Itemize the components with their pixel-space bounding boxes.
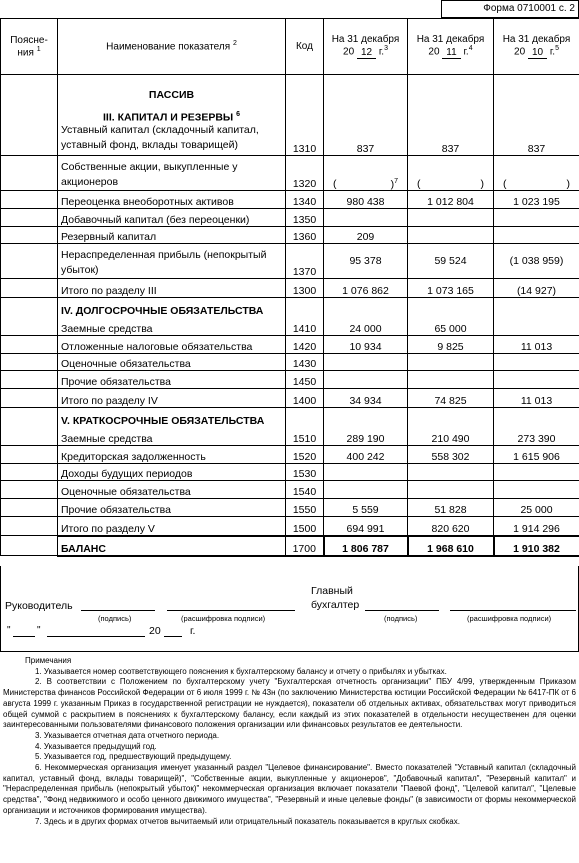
- head-decoding-line[interactable]: [167, 610, 295, 611]
- value-cell: 1 806 787: [324, 536, 408, 556]
- note-item: 7. Здесь и в других формах отчетов вычитаемый или отрицательный показатель показывается в круглых скобках.: [35, 816, 460, 826]
- note-item: 3. Указывается отчетная дата отчетного периода.: [35, 730, 220, 740]
- value-cell: 1 073 165: [408, 279, 494, 298]
- chief-decoding-line[interactable]: [450, 610, 576, 611]
- form-number: Форма 0710001 с. 2: [441, 0, 579, 18]
- row-code: 1700: [286, 536, 324, 556]
- value-cell: 65 000: [408, 298, 494, 336]
- date-quote-close: ": [37, 625, 41, 636]
- value-cell: 820 620: [408, 517, 494, 536]
- row-code: 1320: [286, 156, 324, 191]
- value-cell: 1 012 804: [408, 191, 494, 209]
- date-year-prefix: 20: [149, 625, 161, 637]
- row-name: Заемные средства: [61, 433, 153, 445]
- note-item: 6. Некоммерческая организация именует указанный раздел "Целевое финансирование". Вместо показателей "Уставный капитал (складочный капитал, уставный фонд, вклады товарищей)", "Собственные акции, выкупленные у акционеров", "Добавочный капитал", "Резервный капитал" и "Нераспределенная прибыль (непокрытый убыток)" некоммерческая организация включает показатели "Паевой фонд", "Целевой капитал", "Целевые средства", "Фонд недвижимого и особо ценного движимого имущества", "Резервный и иные целевые фонды" (в зависимости от формы некоммерческой организации и источников формирования имущества).: [3, 763, 576, 815]
- row-name: Оценочные обязательства: [58, 354, 286, 371]
- row-name: Итого по разделу V: [58, 517, 286, 536]
- table-row: [1, 244, 579, 279]
- row-name: Резервный капитал: [58, 227, 286, 244]
- row-name: Кредиторская задолженность: [58, 446, 286, 464]
- value-cell: (1 038 959): [494, 244, 579, 279]
- value-cell: 400 242: [324, 446, 408, 464]
- value-cell: 1 914 296: [494, 517, 579, 536]
- value-cell: 1 615 906: [494, 446, 579, 464]
- table-row: [1, 354, 579, 371]
- col-header-explanations: Поясне-ния $^1$: [1, 19, 58, 75]
- table-row: [1, 481, 579, 499]
- value-cell: 34 934: [324, 389, 408, 408]
- chief-decoding-caption: (расшифровка подписи): [467, 614, 552, 623]
- row-code: 1420: [286, 336, 324, 354]
- table-row: [1, 209, 579, 227]
- value-cell: (14 927): [494, 279, 579, 298]
- value-cell: 837: [324, 75, 408, 156]
- value-cell: 59 524: [408, 244, 494, 279]
- value-cell: 210 490: [408, 408, 494, 446]
- row-name: Отложенные налоговые обязательства: [58, 336, 286, 354]
- value-cell: 1 076 862: [324, 279, 408, 298]
- value-cell: 289 190: [324, 408, 408, 446]
- row-name: Прочие обязательства: [58, 499, 286, 517]
- value-cell: 11 013: [494, 336, 579, 354]
- chief-label-2: бухгалтер: [311, 599, 360, 611]
- note-item: 2. В соответствии с Положением по бухгалтерскому учету "Бухгалтерская отчетность организации" ПБУ 4/99, утвержденным Приказом Министерства финансов Российской Федерации от 6 июля 1999 г. № 43н (по заключению Министерства юстиции Российской Федерации № 6417-ПК от 6 августа 1999 г. указанным Приказ в государственной регистрации не нуждается), показатели об отдельных активах, обязательствах могут приводиться общей суммой с раскрытием в пояснениях к бухгалтерскому балансу, если каждый из этих показателей в отдельности несущественен для оценки заинтересованными пользователями финансового положения организации или финансовых результатов ее деятельности.: [3, 677, 576, 730]
- row-name: БАЛАНС: [58, 536, 286, 556]
- table-row: [1, 75, 579, 156]
- value-cell: 694 991: [324, 517, 408, 536]
- section-passive-title: ПАССИВ: [148, 88, 195, 101]
- row-name: Уставный капитал (складочный капитал, уставный фонд, вклады товарищей): [61, 124, 259, 151]
- row-code: 1370: [286, 244, 324, 279]
- value-cell: 1 910 382: [494, 536, 579, 556]
- head-label: Руководитель: [5, 600, 73, 612]
- value-cell: 5 559: [324, 499, 408, 517]
- col-header-date3: На 31 декабря 20 10 г.$^5$: [494, 19, 579, 75]
- row-name: Добавочный капитал (без переоценки): [58, 209, 286, 227]
- value-cell: 95 378: [324, 244, 408, 279]
- row-name: Собственные акции, выкупленные у акционеров: [58, 156, 286, 191]
- row-code: 1530: [286, 464, 324, 481]
- table-row: [1, 464, 579, 481]
- value-cell: ( ): [408, 156, 494, 191]
- col-header-name: Наименование показателя $^2$: [58, 19, 286, 75]
- notes-title: Примечания: [25, 656, 72, 665]
- note-item: 4. Указывается предыдущий год.: [35, 741, 157, 751]
- date-quote-open: ": [7, 625, 11, 636]
- date-year-suffix: г.: [190, 625, 196, 637]
- value-cell: 51 828: [408, 499, 494, 517]
- notes-block: [3, 656, 576, 827]
- head-signature-line[interactable]: [81, 610, 155, 611]
- row-name: Оценочные обязательства: [58, 481, 286, 499]
- value-cell: 980 438: [324, 191, 408, 209]
- table-row: [1, 446, 579, 464]
- value-cell: 11 013: [494, 389, 579, 408]
- date-month-line[interactable]: [47, 636, 145, 637]
- row-code: 1310: [286, 75, 324, 156]
- row-name: Итого по разделу IV: [58, 389, 286, 408]
- row-name: Доходы будущих периодов: [58, 464, 286, 481]
- row-code: 1430: [286, 354, 324, 371]
- date-year-line[interactable]: [164, 636, 182, 637]
- value-cell: 837: [408, 75, 494, 156]
- section-4-title: IV. ДОЛГОСРОЧНЫЕ ОБЯЗАТЕЛЬСТВА: [61, 305, 264, 317]
- value-cell: 273 390: [494, 408, 579, 446]
- value-cell: ( ): [494, 156, 579, 191]
- row-code: 1360: [286, 227, 324, 244]
- row-name: Заемные средства: [61, 323, 153, 335]
- value-cell: 1 968 610: [408, 536, 494, 556]
- table-header-row: [1, 19, 579, 75]
- section-3-title: III. КАПИТАЛ И РЕЗЕРВЫ $^6$: [102, 110, 241, 123]
- value-cell: 9 825: [408, 336, 494, 354]
- row-name: Прочие обязательства: [58, 371, 286, 389]
- row-code: 1450: [286, 371, 324, 389]
- chief-signature-line[interactable]: [365, 610, 439, 611]
- table-row: [1, 227, 579, 244]
- value-cell: 74 825: [408, 389, 494, 408]
- chief-signature-caption: (подпись): [384, 614, 418, 623]
- row-code: 1350: [286, 209, 324, 227]
- table-row-total: [1, 536, 579, 556]
- value-cell: 1 023 195: [494, 191, 579, 209]
- signature-block: [0, 566, 579, 652]
- row-code: 1340: [286, 191, 324, 209]
- table-row: [1, 156, 579, 191]
- col-header-date1: На 31 декабря 20 12 г.$^3$: [324, 19, 408, 75]
- value-cell: 25 000: [494, 499, 579, 517]
- value-cell: ( )$^7$: [324, 156, 408, 191]
- row-name: Переоценка внеоборотных активов: [58, 191, 286, 209]
- value-cell: 558 302: [408, 446, 494, 464]
- table-row: [1, 298, 579, 336]
- note-item: 5. Указывается год, предшествующий предыдущему.: [35, 752, 232, 762]
- row-code: 1410: [286, 298, 324, 336]
- col-header-date2: На 31 декабря 20 11 г.$^4$: [408, 19, 494, 75]
- head-decoding-caption: (расшифровка подписи): [181, 614, 266, 623]
- chief-label-1: Главный: [311, 585, 353, 597]
- row-code: 1510: [286, 408, 324, 446]
- row-name: Итого по разделу III: [58, 279, 286, 298]
- note-item: 1. Указывается номер соответствующего пояснения к бухгалтерскому балансу и отчету о прибылях и убытках.: [35, 666, 447, 676]
- row-code: 1300: [286, 279, 324, 298]
- section-5-title: V. КРАТКОСРОЧНЫЕ ОБЯЗАТЕЛЬСТВА: [61, 415, 265, 427]
- value-cell: 10 934: [324, 336, 408, 354]
- head-signature-caption: (подпись): [98, 614, 132, 623]
- table-row: [1, 517, 579, 536]
- row-code: 1540: [286, 481, 324, 499]
- value-cell: 837: [494, 75, 579, 156]
- table-row: [1, 408, 579, 446]
- table-row: [1, 499, 579, 517]
- row-code: 1500: [286, 517, 324, 536]
- table-row: [1, 336, 579, 354]
- col-header-code: Код: [286, 19, 324, 75]
- table-row: [1, 191, 579, 209]
- row-name: Нераспределенная прибыль (непокрытый убыток): [58, 244, 286, 279]
- row-code: 1400: [286, 389, 324, 408]
- date-day-line[interactable]: [13, 636, 35, 637]
- row-code: 1550: [286, 499, 324, 517]
- table-row: [1, 371, 579, 389]
- table-row: [1, 279, 579, 298]
- table-row: [1, 389, 579, 408]
- value-cell: 209: [324, 227, 408, 244]
- value-cell: 24 000: [324, 298, 408, 336]
- row-code: 1520: [286, 446, 324, 464]
- balance-table: [0, 18, 579, 557]
